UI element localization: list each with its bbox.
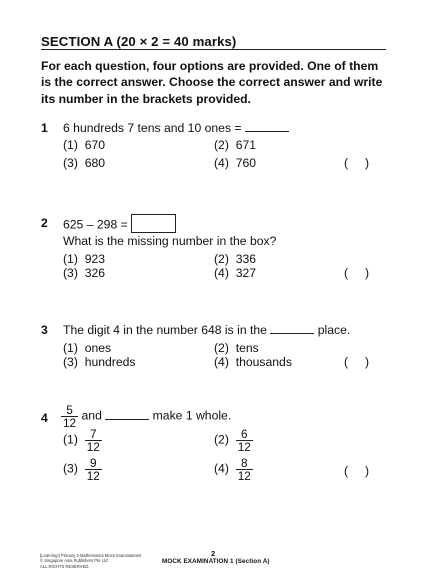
section-title: SECTION A (20 × 2 = 40 marks)	[41, 34, 237, 49]
q3-option-2: (2) tens	[214, 341, 259, 355]
q4-option-4: (4) $\frac{8}{12}$	[214, 456, 251, 483]
q1-answer-bracket[interactable]: ( )	[344, 156, 370, 170]
q2-option-4: (4) 327	[214, 266, 257, 280]
question-4-number: 4	[41, 411, 48, 425]
answer-blank	[245, 121, 289, 132]
q3-option-3: (3) hundreds	[63, 355, 136, 369]
q2-option-3: (3) 326	[63, 266, 106, 280]
q4-option-1: (1) $\frac{7}{12}$	[63, 427, 100, 454]
q4-option-2: (2) $\frac{6}{12}$	[214, 427, 251, 454]
q1-option-3: (3) 680	[63, 156, 106, 170]
question-1-text: 6 hundreds 7 tens and 10 ones =	[63, 121, 242, 135]
stem-fraction: $\frac{5}{12}$	[63, 403, 77, 430]
question-2-number: 2	[41, 216, 48, 230]
question-3-stem: The digit 4 in the number 648 is in the place.	[63, 323, 351, 337]
question-2-stem	[63, 216, 176, 235]
q2-option-1: (1) 923	[63, 252, 106, 266]
answer-blank	[270, 323, 314, 334]
section-divider	[41, 49, 386, 50]
answer-box[interactable]	[131, 214, 176, 233]
q4-answer-bracket[interactable]: ( )	[344, 464, 370, 478]
exam-label: MOCK EXAMINATION 1 (Section A)	[162, 558, 270, 565]
instructions: For each question, four options are provided. One of them is the correct answer. Choose the correct answer and write its number in the brackets provided.	[41, 59, 383, 106]
question-1-number: 1	[41, 121, 48, 135]
footer-copyright: [Learning!] Primary 2 Mathematics Mock Examinations © Singapore Asia Publishers Pte Ltd ALL RIGHTS RESERVED.	[40, 553, 142, 569]
q2-answer-bracket[interactable]: ( )	[344, 266, 370, 280]
q3-answer-bracket[interactable]: ( )	[344, 355, 370, 369]
answer-blank	[105, 409, 149, 420]
question-1-stem	[63, 121, 289, 135]
q3-option-1: (1) ones	[63, 341, 112, 355]
question-4-stem: $\frac{5}{12}$ and make 1 whole.	[63, 403, 232, 430]
q3-option-4: (4) thousands	[214, 355, 292, 369]
q4-option-3: (3) $\frac{9}{12}$	[63, 456, 100, 483]
q1-option-1: (1) 670	[63, 138, 106, 152]
question-2-subtext: What is the missing number in the box?	[63, 234, 277, 248]
question-2-text: 625 – 298 =	[63, 217, 128, 232]
q1-option-2: (2) 671	[214, 138, 257, 152]
page-number: 2	[211, 549, 216, 558]
question-3-number: 3	[41, 323, 48, 337]
q1-option-4: (4) 760	[214, 156, 257, 170]
q2-option-2: (2) 336	[214, 252, 257, 266]
